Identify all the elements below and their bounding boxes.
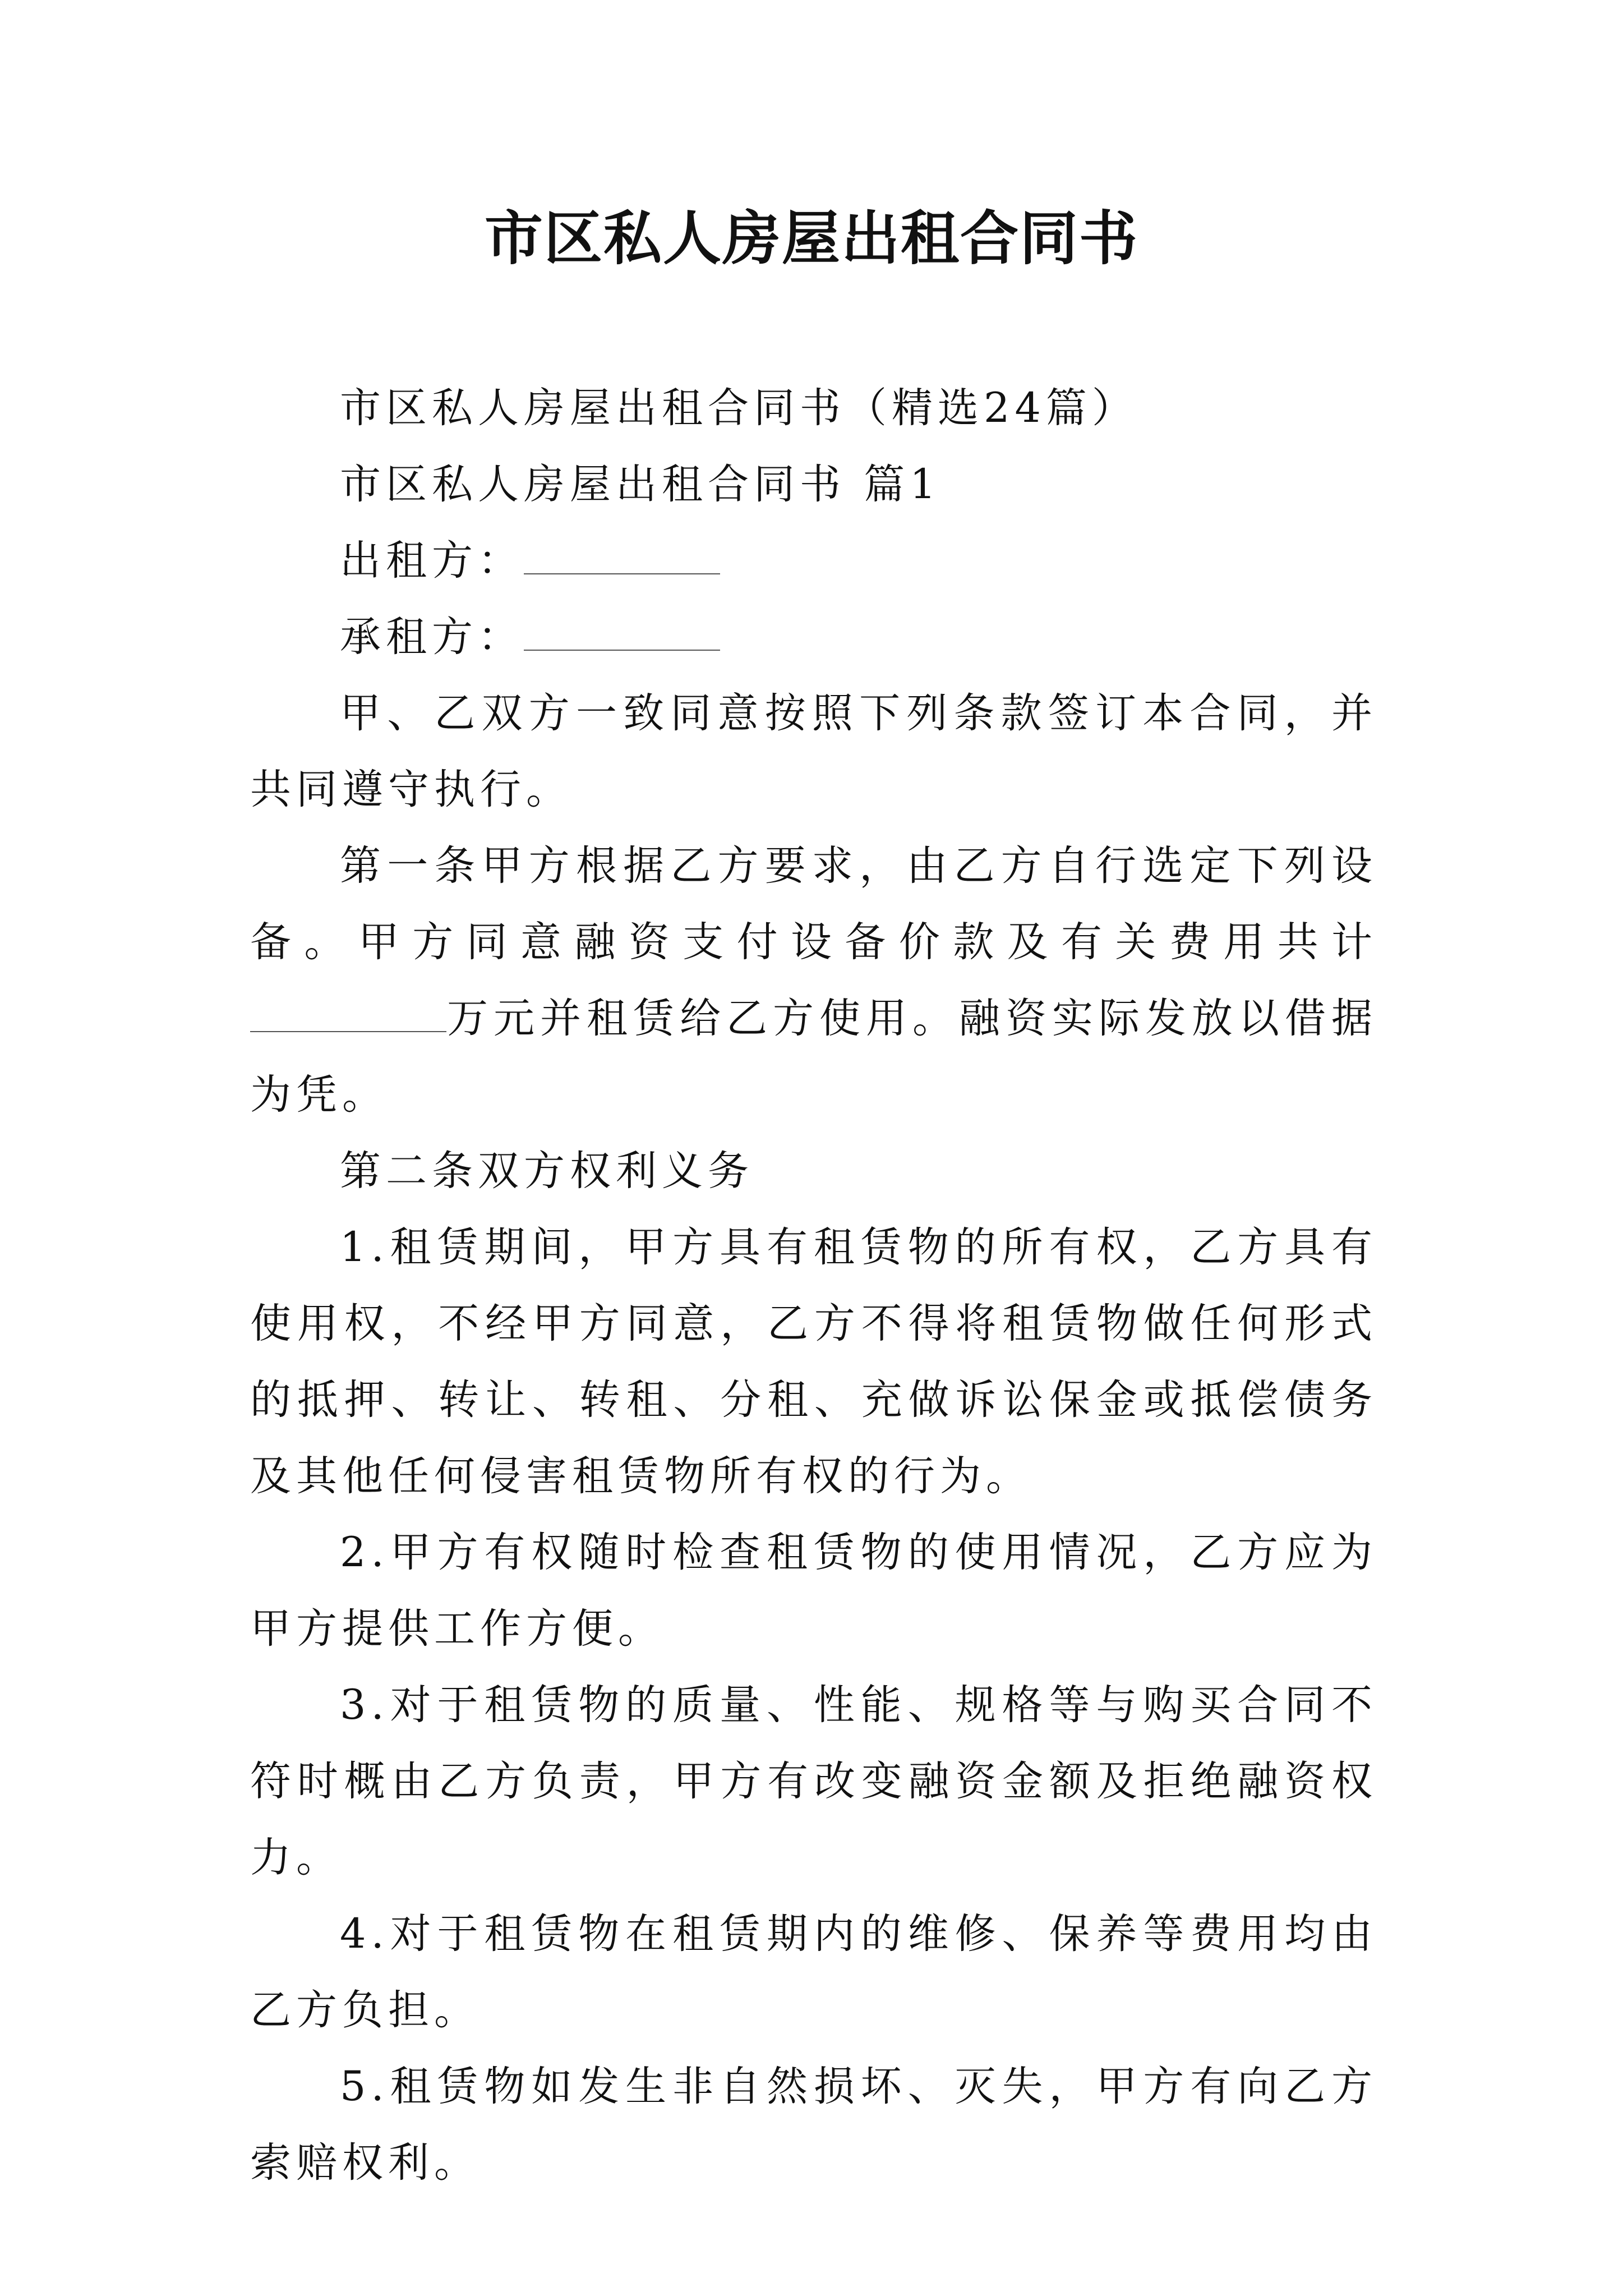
- paragraph-agreement: 甲、乙双方一致同意按照下列条款签订本合同，并共同遵守执行。: [250, 689, 1377, 813]
- paragraph-clause-3: 3.对于租赁物的质量、性能、规格等与购买合同不符时概由乙方负责，甲方有改变融资金额及拒绝融资权力。: [250, 1681, 1377, 1881]
- lessor-label: 出租方：: [340, 537, 524, 585]
- amount-blank: [250, 997, 446, 1032]
- paragraph-clause-1: 1.租赁期间，甲方具有租赁物的所有权，乙方具有使用权，不经甲方同意，乙方不得将租赁物做任何形式的抵押、转让、转租、分租、充做诉讼保金或抵偿债务及其他任何侵害租赁物所有权的行为。: [250, 1223, 1377, 1500]
- lessee-blank: [524, 616, 720, 651]
- document-body: [250, 370, 1377, 2201]
- paragraph-article-2: 第二条双方权利义务: [340, 1147, 754, 1195]
- paragraph-clause-2: 2.甲方有权随时检查租赁物的使用情况，乙方应为甲方提供工作方便。: [250, 1529, 1377, 1653]
- paragraph-clause-4: 4.对于租赁物在租赁期内的维修、保养等费用均由乙方负担。: [250, 1910, 1377, 2034]
- paragraph-lessee: [250, 599, 1377, 675]
- paragraph-heading-collection: 市区私人房屋出租合同书（精选24篇）: [340, 384, 1138, 432]
- document-title: 市区私人房屋出租合同书: [484, 204, 1138, 273]
- lessor-blank: [524, 540, 720, 574]
- article-1-text-after: 万元并租赁给乙方使用。融资实际发放以借据为凭。: [250, 995, 1377, 1119]
- paragraph-clause-5: 5.租赁物如发生非自然损坏、灭失，甲方有向乙方索赔权利。: [250, 2063, 1377, 2187]
- lessee-label: 承租方：: [340, 613, 524, 661]
- article-1-text-before: 第一条甲方根据乙方要求，由乙方自行选定下列设备。甲方同意融资支付设备价款及有关费用共计: [250, 842, 1377, 966]
- paragraph-article-1: [250, 828, 1377, 1133]
- paragraph-heading-part: 市区私人房屋出租合同书 篇1: [340, 461, 941, 508]
- paragraph-lessor: [250, 523, 1377, 599]
